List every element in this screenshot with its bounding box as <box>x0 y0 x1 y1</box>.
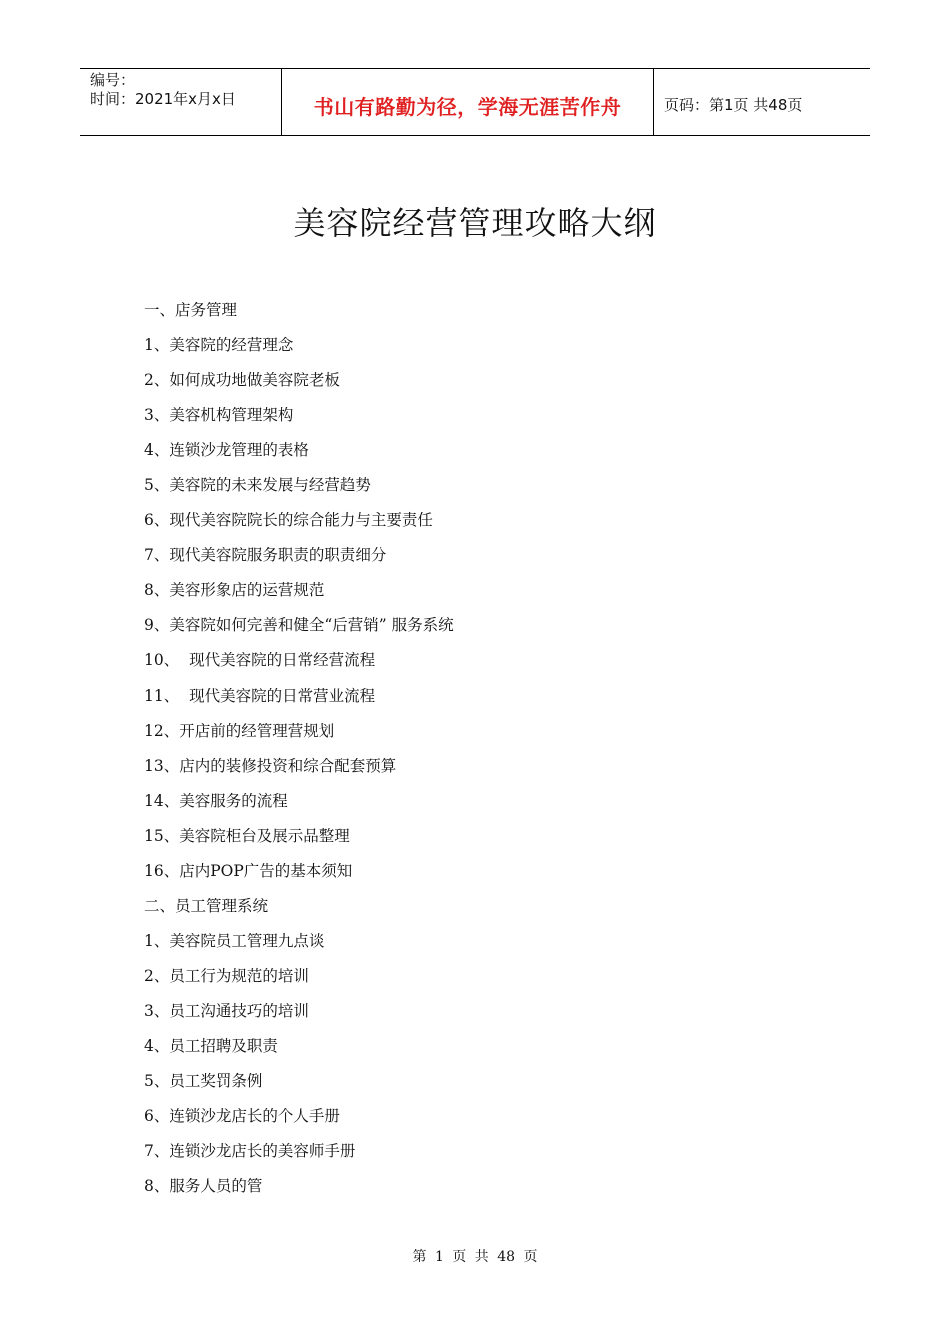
header-time-label: 时间：2021年x月x日 <box>90 90 236 108</box>
header-motto: 书山有路勤为径，学海无涯苦作舟 <box>313 94 622 119</box>
outline-item: 5、美容院的未来发展与经营趋势 <box>144 476 371 495</box>
page-footer: 第 1 页 共 48 页 <box>412 1249 538 1265</box>
outline-item: 7、连锁沙龙店长的美容师手册 <box>144 1142 356 1161</box>
document-title: 美容院经营管理攻略大纲 <box>293 204 657 242</box>
outline-item: 15、美容院柜台及展示品整理 <box>144 826 350 845</box>
outline-item: 6、现代美容院院长的综合能力与主要责任 <box>144 511 433 530</box>
outline-item: 3、美容机构管理架构 <box>144 406 294 425</box>
page-header <box>80 68 870 136</box>
header-page-info: 页码：第1页 共48页 <box>664 95 803 114</box>
outline-item: 3、员工沟通技巧的培训 <box>144 1001 309 1020</box>
outline-item: 4、连锁沙龙管理的表格 <box>144 441 309 460</box>
header-page-cell <box>654 69 870 135</box>
outline-item: 11、 现代美容院的日常营业流程 <box>144 686 376 705</box>
outline-item: 10、 现代美容院的日常经营流程 <box>144 651 376 670</box>
outline-section-heading: 二、员工管理系统 <box>144 896 269 915</box>
outline-list <box>144 298 454 1209</box>
header-meta-cell <box>80 69 282 135</box>
outline-item: 9、美容院如何完善和健全“后营销” 服务系统 <box>144 616 454 635</box>
outline-item: 16、店内POP广告的基本须知 <box>144 861 353 880</box>
outline-item: 8、服务人员的管 <box>144 1177 263 1196</box>
outline-item: 7、现代美容院服务职责的职责细分 <box>144 546 387 565</box>
outline-item: 1、美容院的经营理念 <box>144 336 294 355</box>
header-number-label: 编号： <box>90 71 136 89</box>
outline-item: 13、店内的装修投资和综合配套预算 <box>144 756 397 775</box>
outline-section-heading: 一、店务管理 <box>144 301 238 319</box>
outline-item: 12、开店前的经管理营规划 <box>144 721 335 740</box>
header-motto-cell <box>282 69 654 135</box>
outline-item: 14、美容服务的流程 <box>144 791 288 810</box>
outline-item: 2、员工行为规范的培训 <box>144 966 309 985</box>
outline-item: 6、连锁沙龙店长的个人手册 <box>144 1107 340 1126</box>
outline-item: 8、美容形象店的运营规范 <box>144 581 325 600</box>
outline-item: 4、员工招聘及职责 <box>144 1036 278 1055</box>
outline-item: 1、美容院员工管理九点谈 <box>144 931 325 950</box>
outline-item: 5、员工奖罚条例 <box>144 1072 263 1091</box>
outline-item: 2、如何成功地做美容院老板 <box>144 371 340 390</box>
